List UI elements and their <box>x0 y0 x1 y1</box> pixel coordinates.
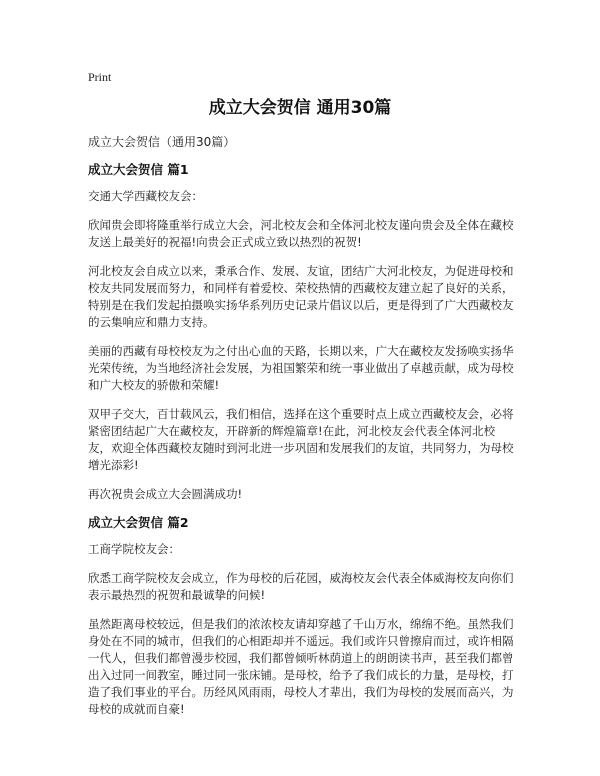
closing-paragraph: 再次祝贵会成立大会圆满成功! <box>88 487 243 501</box>
body-paragraph: 欣闻贵会即将隆重举行成立大会，河北校友会和全体河北校友谨向贵会及全体在藏校友送上最美好的祝福!向贵会正式成立致以热烈的祝贺! <box>88 218 514 249</box>
body-paragraph: 美丽的西藏有母校校友为之付出心血的天路，长期以来，广大在藏校友发扬唤实扬华光荣传统，为当地经济社会发展，为祖国繁荣和统一事业做出了卓越贡献，成为母校和广大校友的骄傲和荣耀! <box>88 344 514 392</box>
salutation-paragraph: 工商学院校友会： <box>88 542 180 556</box>
print-link[interactable]: Print <box>88 70 112 84</box>
body-paragraph: 双甲子交大，百廿载风云，我们相信，选择在这个重要时点上成立西藏校友会，必将紧密团结起广大在藏校友，开辟新的辉煌篇章!在此，河北校友会代表全体河北校友，欢迎全体西藏校友随时到河北进一步巩固和发展我们的友谊，共同努力，为母校增光添彩! <box>88 407 514 472</box>
section-heading-1: 成立大会贺信 篇1 <box>88 162 189 177</box>
section-heading-2: 成立大会贺信 篇2 <box>88 515 189 530</box>
body-paragraph: 虽然距离母校较远，但是我们的浓浓校友请却穿越了千山万水，绵绵不绝。虽然我们身处在不同的城市，但我们的心相距却并不遥远。我们或许只曾擦肩而过，或许相隔一代人，但我们都曾漫步校园，我们都曾倾听林荫道上的朗朗读书声，甚至我们都曾出入过同一间教室，睡过同一张床铺。是母校，给予了我们成长的力量，是母校，打造了我们事业的平台。历经风风雨雨，母校人才辈出，我们为母校的发展而高兴，为母校的成就而自豪! <box>88 617 514 716</box>
body-paragraph: 河北校友会自成立以来，秉承合作、发展、友谊，团结广大河北校友，为促进母校和校友共同发展而努力，和同样有着爱校、荣校热情的西藏校友建立起了良好的关系，特别是在我们发起拍摄唤实扬华系列历史记录片倡议以后，更是得到了广大西藏校友的云集响应和鼎力支持。 <box>88 264 514 329</box>
salutation-paragraph: 交通大学西藏校友会： <box>88 189 203 203</box>
document-body <box>88 134 518 730</box>
page-title: 成立大会贺信 通用30篇 <box>208 98 392 118</box>
body-paragraph: 欣悉工商学院校友会成立，作为母校的后花园，威海校友会代表全体威海校友向你们表示最热烈的祝贺和最诚挚的问候! <box>88 571 514 602</box>
document-subtitle: 成立大会贺信（通用30篇） <box>88 135 236 149</box>
